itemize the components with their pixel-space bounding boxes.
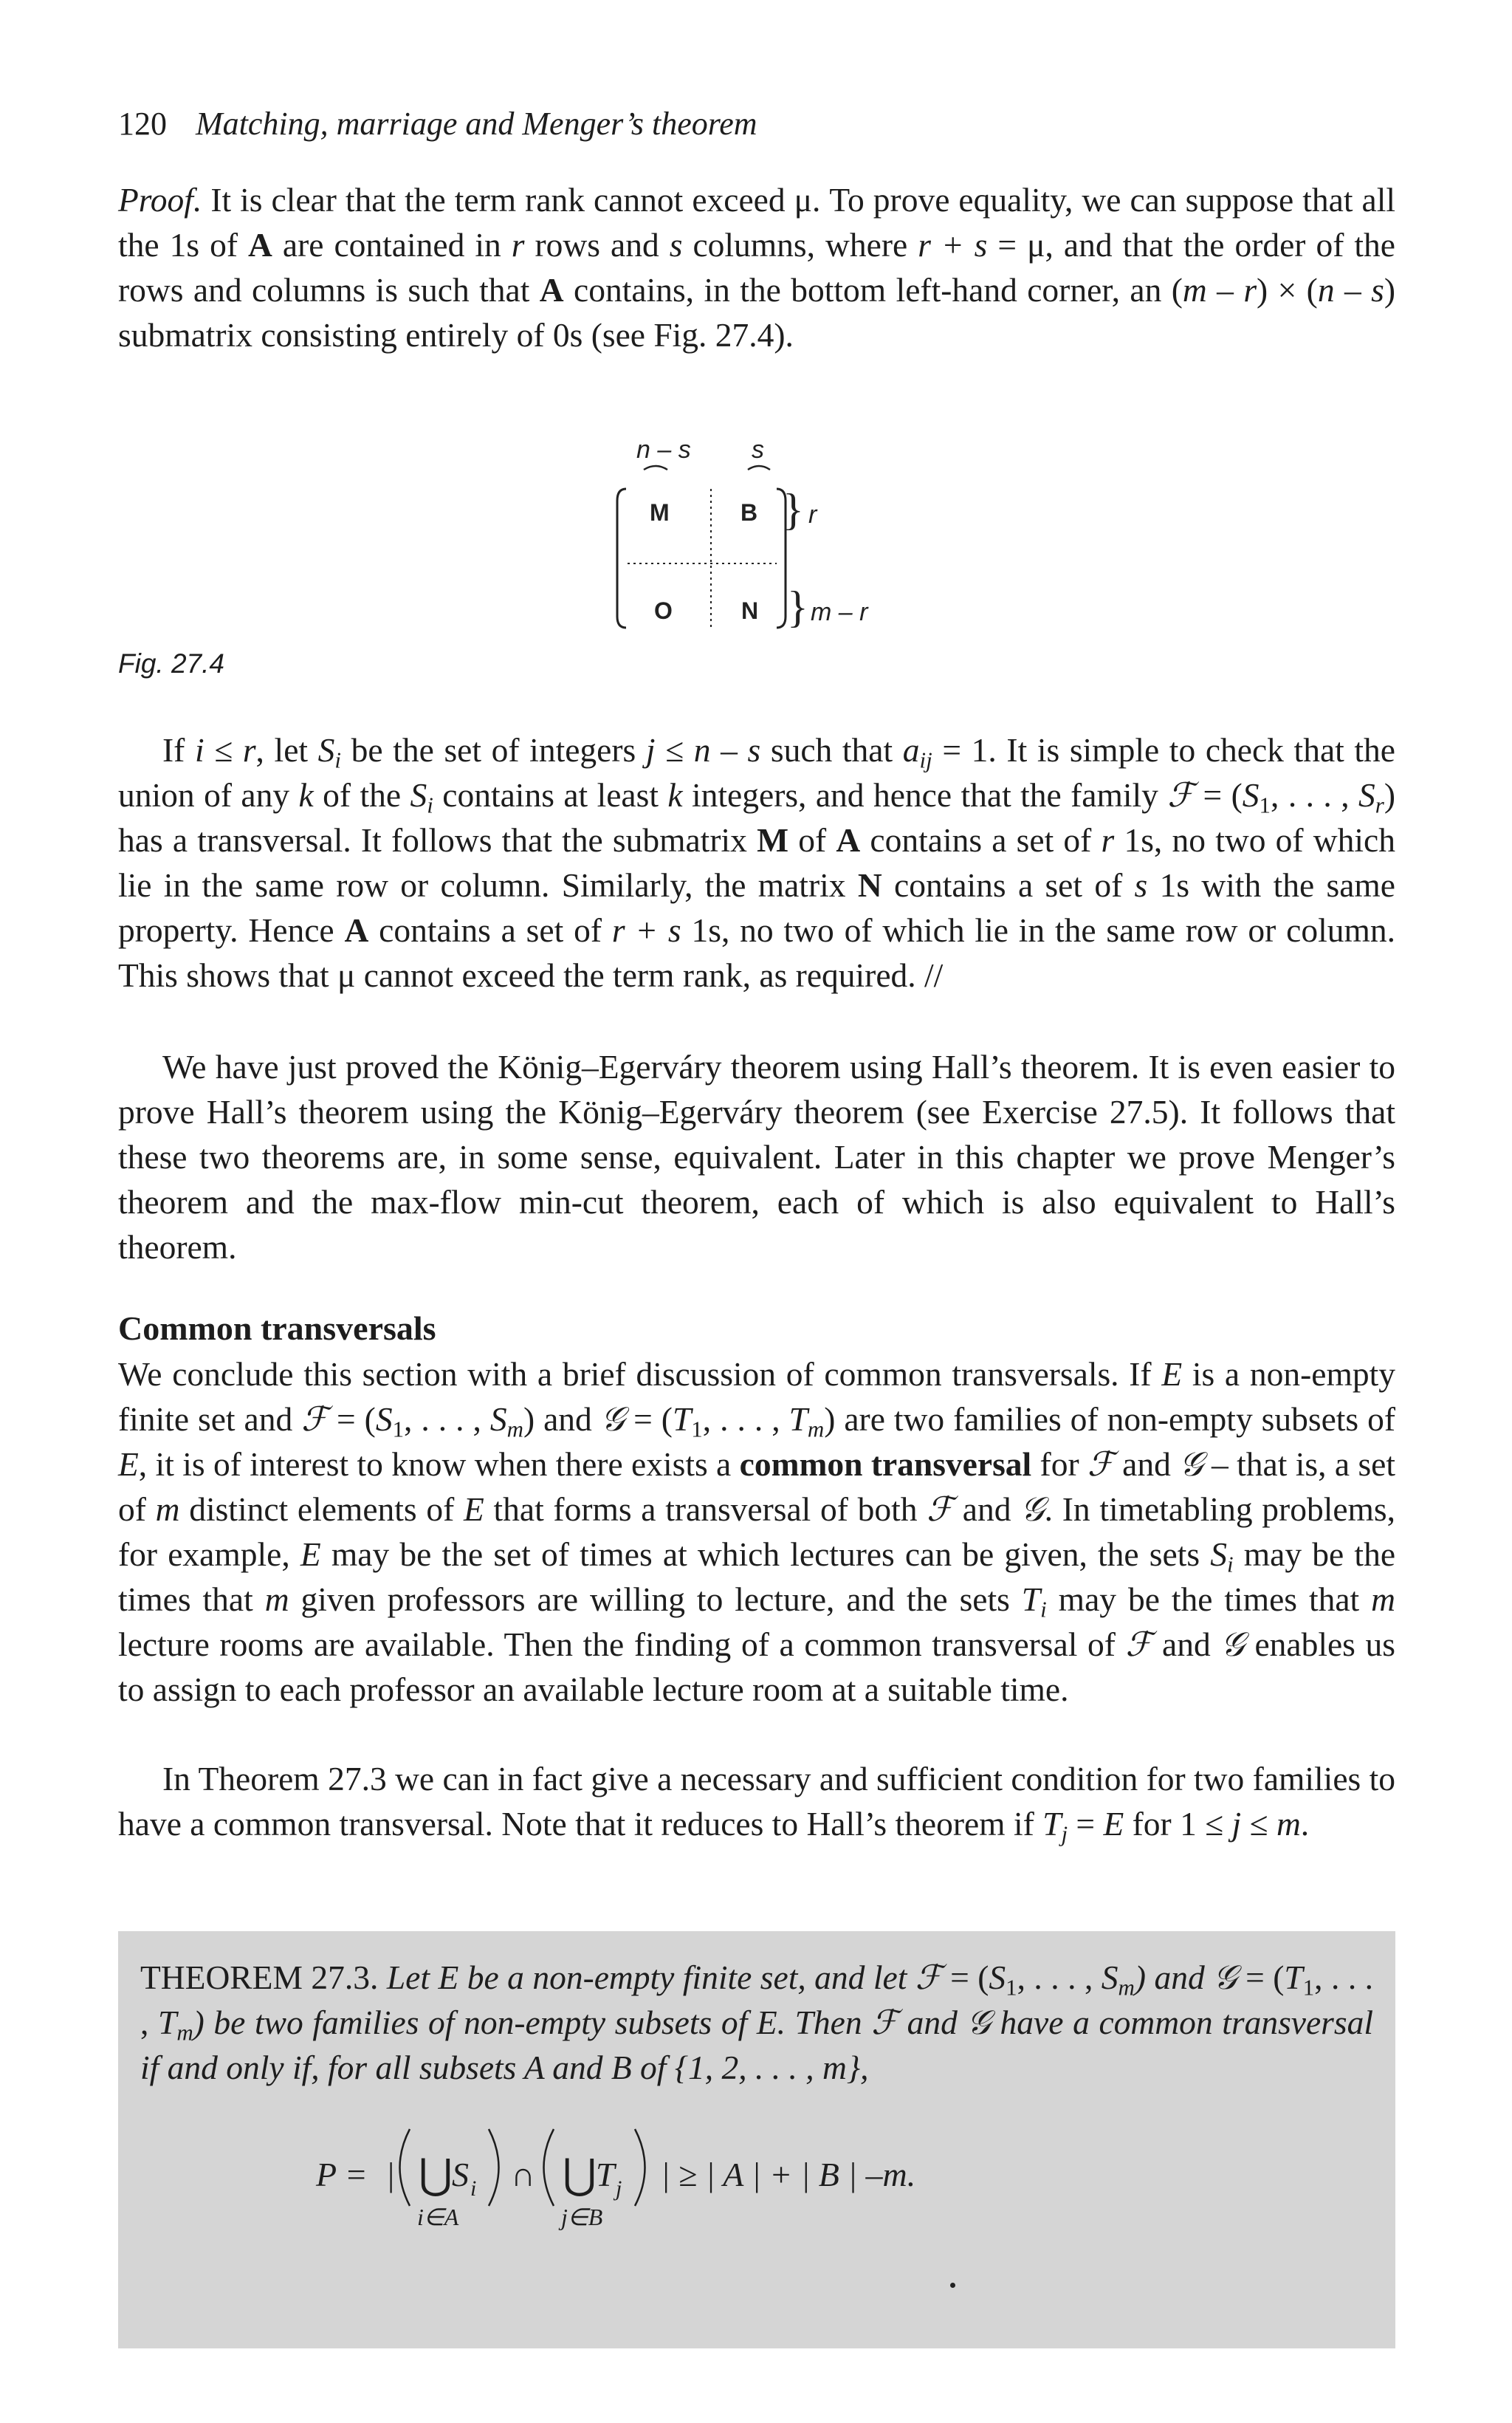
- theorem-box: [118, 1931, 1395, 2348]
- theorem-formula: [118, 2116, 1395, 2263]
- cell-N: N: [741, 597, 759, 624]
- formula-under-1: i∈A: [417, 2204, 459, 2230]
- formula-S-sub: i: [470, 2176, 477, 2201]
- formula-under-2: j∈B: [561, 2204, 603, 2230]
- left-bracket: [617, 489, 626, 628]
- page-number: 120: [118, 106, 167, 142]
- col-label-right: s: [752, 436, 764, 464]
- brace-right: [748, 466, 770, 470]
- running-header: [118, 105, 757, 143]
- formula-S: S: [452, 2156, 469, 2193]
- formula-rhs: | ≥ | A | + | B | –m.: [661, 2156, 916, 2193]
- formula-bar-left: |: [388, 2156, 395, 2193]
- paren-open-1: [400, 2129, 410, 2206]
- paren-close-2: [635, 2129, 645, 2206]
- cell-B: B: [740, 499, 758, 526]
- formula-T: T: [596, 2156, 615, 2193]
- proof-label: Proof.: [118, 181, 202, 219]
- union-symbol-2: ⋃: [563, 2152, 597, 2198]
- section-title: Common transversals: [118, 1309, 436, 1347]
- formula-T-sub: j: [616, 2176, 622, 2201]
- theorem-label: THEOREM 27.3.: [140, 1958, 379, 1996]
- running-title: Matching, marriage and Menger’s theorem: [196, 106, 757, 142]
- cell-M: M: [650, 499, 670, 526]
- figure-27-4: [118, 428, 1395, 694]
- figure-caption: Fig. 27.4: [118, 648, 224, 679]
- paragraph-2: If i ≤ r, let $S_i$ be the set of integers j ≤ n – s such that $a_{ij} = 1$. It is simple to check that the union of any k of the $S_i$ contains at least k integers, and hence that the family ℱ = ($S_1$, . . . , $S_r$) has a transversal. It follows that the submatrix M of A contains a set of r 1s, no two of which lie in the same row or column. Similarly, the matrix N contains a set of s 1s with the same property. Hence A contains a set of r + s 1s, no two of which lie in the same row or column. This shows that μ cannot exceed the term rank, as required. //: [118, 731, 1395, 994]
- proof-paragraph: Proof. It is clear that the term rank cannot exceed μ. To prove equality, we can suppose that all the 1s of A are contained in r rows and s columns, where r + s = μ, and that the order of the rows and columns is such that A contains, in the bottom left-hand corner, an (m – r) × (n – s) submatrix consisting entirely of 0s (see Fig. 27.4).: [118, 181, 1395, 354]
- paragraph-5: In Theorem 27.3 we can in fact give a necessary and sufficient condition for two families to have a common transversal. Note that it reduces to Hall’s theorem if $T_j = E$ for 1 ≤ j ≤ m.: [118, 1760, 1395, 1847]
- brace-left: [644, 466, 667, 470]
- block-matrix-diagram: [118, 428, 1395, 694]
- row-label-top: r: [808, 501, 817, 529]
- formula-lhs: P =: [316, 2156, 368, 2193]
- col-label-left: n – s: [636, 436, 691, 464]
- paragraph-4: We conclude this section with a brief discussion of common transversals. If E is a non-empty finite set and ℱ = ($S_1$, . . . , $S_m$) and 𝒢 = ($T_1$, . . . , $T_m$) are two families of non-empty subsets of E, it is of interest to know when there exists a common transversal for ℱ and 𝒢 – that is, a set of m distinct elements of E that forms a transversal of both ℱ and 𝒢. In timetabling problems, for example, E may be the set of times at which lectures can be given, the sets $S_i$ may be the times that m given professors are willing to lecture, and the sets $T_i$ may be the times that m lecture rooms are available. Then the finding of a common transversal of ℱ and 𝒢 enables us to assign to each professor an available lecture room at a suitable time.: [118, 1355, 1396, 1708]
- union-symbol-1: ⋃: [419, 2152, 453, 2198]
- paragraph-3: We have just proved the König–Egerváry theorem using Hall’s theorem. It is even easier to prove Hall’s theorem using the König–Egerváry theorem (see Exercise 27.5). It follows that these two theorems are, in some sense, equivalent. Later in this chapter we prove Menger’s theorem and the max-flow min-cut theorem, each of which is also equivalent to Hall’s theorem.: [118, 1048, 1395, 1266]
- theorem-statement: THEOREM 27.3. Let E be a non-empty finite set, and let ℱ = ($S_1$, . . . , $S_m$) and 𝒢 = ($T_1$, . . . , $T_m$) be two families of non-empty subsets of E. Then ℱ and 𝒢 have a common transversal if and only if, for all subsets A and B of {1, 2, . . . , m},: [140, 1958, 1374, 2086]
- cap-symbol: ∩: [511, 2156, 536, 2193]
- cell-O: O: [654, 597, 673, 624]
- stray-dot: [950, 2283, 955, 2288]
- row-brace-bottom: }: [787, 583, 808, 631]
- row-label-bottom: m – r: [811, 598, 868, 626]
- paren-open-2: [544, 2129, 554, 2206]
- paren-close-1: [489, 2129, 499, 2206]
- row-brace-top: }: [783, 485, 804, 534]
